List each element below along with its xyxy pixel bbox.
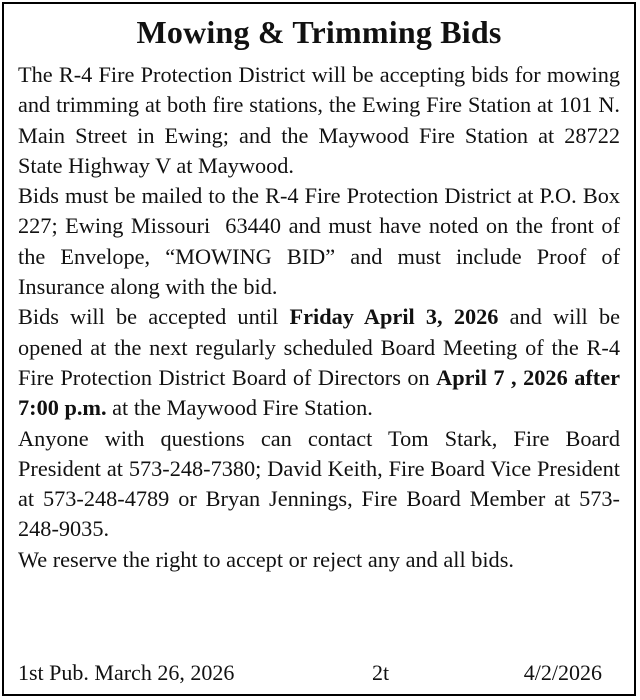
notice-body [18,60,620,575]
first-publication-date: 1st Pub. March 26, 2026 [18,660,235,685]
paragraph-contacts: Anyone with questions can contact Tom Stark, Fire Board President at 573-248-7380; David Keith, Fire Board Vice President at 573-248-4789 or Bryan Jennings, Fire Board Member at 573-248-9035. [18,425,620,542]
notice-title: Mowing & Trimming Bids [136,14,502,50]
bid-deadline-date: Friday April 3, 2026 [289,304,499,330]
last-publication-date: 4/2/2026 [523,660,602,685]
publication-footer [18,658,602,688]
deadline-text-1: Bids will be accepted until [18,304,290,330]
legal-notice [2,2,636,696]
paragraph-stations: The R-4 Fire Protection District will be accepting bids for mowing and trimming at both fire stations, the Ewing Fire Station at 101 N. Main Street in Ewing; and the Maywood Fire Station at 28722 State Highway V at Maywood. [18,62,620,178]
run-count: 2t [372,660,390,685]
paragraph-mailing: Bids must be mailed to the R-4 Fire Protection District at P.O. Box 227; Ewing Missouri 63440 and must have noted on the front of the Envelope, “MOWING BID” and must include Proof of Insurance along with the bid. [18,183,620,300]
paragraph-deadline [18,302,620,423]
paragraph-reservation: We reserve the right to accept or reject any and all bids. [18,546,514,572]
deadline-text-2: and will be opened at the next regularly scheduled Board Meeting of the R-4 Fire Protection District Board of Directors on [18,304,620,390]
opening-date-time: April 7 , 2026 after 7:00 p.m. [18,364,620,421]
deadline-text-3: at the Maywood Fire Station. [106,395,373,421]
